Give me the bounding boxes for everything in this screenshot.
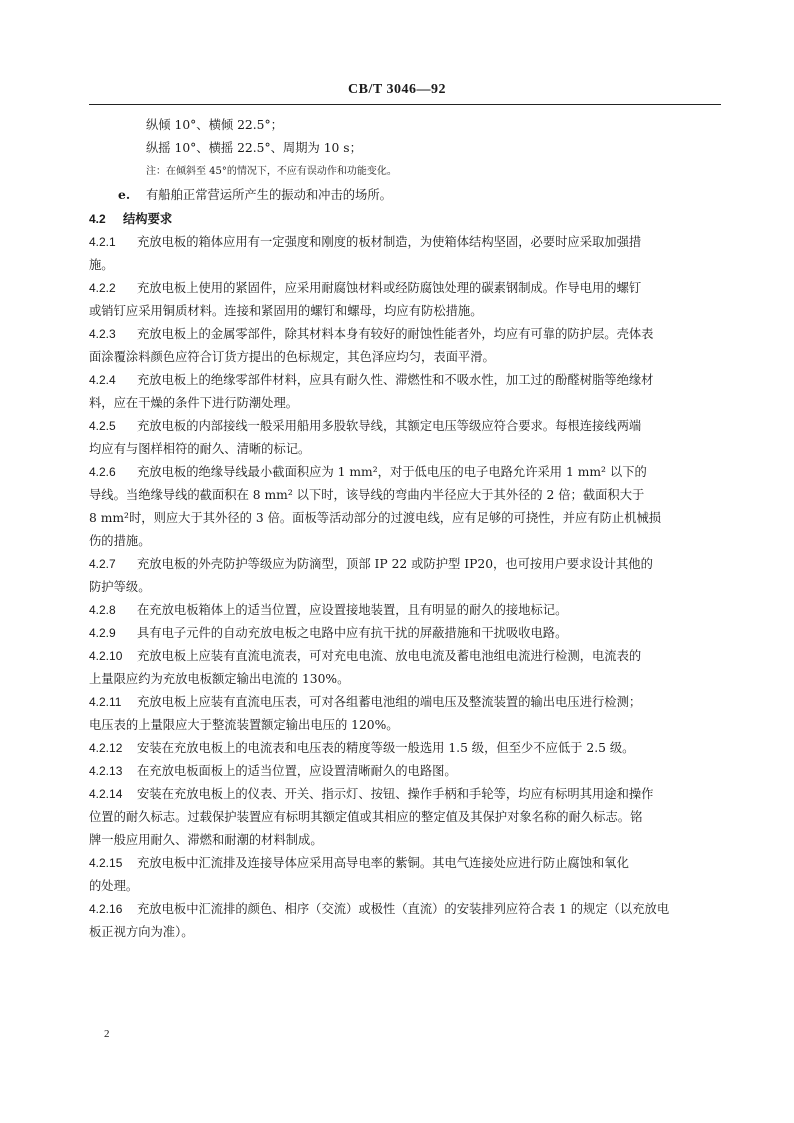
clause-paragraph xyxy=(89,553,721,599)
clause-text: 在充放电板箱体上的适当位置，应设置接地装置，且有明显的耐久的接地标记。 xyxy=(137,603,568,617)
clause-line xyxy=(89,691,721,714)
clause-number: 4.2.13 xyxy=(89,764,123,778)
clause-line xyxy=(89,346,721,369)
clause-number: 4.2.10 xyxy=(89,649,123,663)
condition-line: 纵摇 10°、横摇 22.5°、周期为 10 s； xyxy=(146,141,362,155)
clause-line xyxy=(89,277,721,300)
clause-number: 4.2.7 xyxy=(89,557,116,571)
clause-paragraph xyxy=(89,760,721,783)
clause-number: 4.2.5 xyxy=(89,419,116,433)
clause-text: 上量限应约为充放电板额定输出电流的 130%。 xyxy=(89,672,350,686)
page-number: 2 xyxy=(104,1028,110,1040)
clause-text: 安装在充放电板上的仪表、开关、指示灯、按钮、操作手柄和手轮等，均应有标明其用途和操作 xyxy=(137,787,654,801)
clause-text: 的处理。 xyxy=(89,879,139,893)
clause-text: 充放电板的箱体应用有一定强度和刚度的板材制造，为使箱体结构坚固，必要时应采取加强措 xyxy=(137,235,642,249)
clause-text: 板正视方向为准）。 xyxy=(89,925,194,939)
clause-list xyxy=(89,231,721,944)
condition-line: 纵倾 10°、横倾 22.5°； xyxy=(146,118,283,132)
clause-line xyxy=(89,852,721,875)
clause-line xyxy=(89,875,721,898)
clause-line xyxy=(89,415,721,438)
clause-line xyxy=(89,530,721,553)
clause-paragraph xyxy=(89,415,721,461)
clause-text: 充放电板上应装有直流电流表，可对充电电流、放电电流及蓄电池组电流进行检测，电流表的 xyxy=(137,649,642,663)
clause-number: 4.2.15 xyxy=(89,856,123,870)
clause-line xyxy=(89,484,721,507)
clause-paragraph xyxy=(89,645,721,691)
clause-number: 4.2.14 xyxy=(89,787,123,801)
clause-text: 料，应在干燥的条件下进行防潮处理。 xyxy=(89,396,299,410)
clause-line xyxy=(89,553,721,576)
clause-number: 4.2.3 xyxy=(89,327,116,341)
clause-line xyxy=(89,921,721,944)
clause-number: 4.2.9 xyxy=(89,626,116,640)
clause-line xyxy=(89,898,721,921)
clause-text: 具有电子元件的自动充放电板之电路中应有抗干扰的屏蔽措施和干扰吸收电路。 xyxy=(137,626,568,640)
clause-text: 伤的措施。 xyxy=(89,534,151,548)
clause-line xyxy=(89,507,721,530)
clause-number: 4.2.12 xyxy=(89,741,123,755)
section-title: 结构要求 xyxy=(123,211,173,226)
clause-number: 4.2.11 xyxy=(89,695,122,709)
clause-number: 4.2.2 xyxy=(89,281,116,295)
note-text: 注：在倾斜至 45°的情况下，不应有误动作和功能变化。 xyxy=(146,166,397,177)
section-heading xyxy=(89,207,721,231)
clause-line xyxy=(89,783,721,806)
clause-paragraph xyxy=(89,369,721,415)
clause-line xyxy=(89,599,721,622)
clause-line xyxy=(89,300,721,323)
clause-line xyxy=(89,622,721,645)
list-item-e xyxy=(89,183,721,207)
clause-line xyxy=(89,369,721,392)
clause-number: 4.2.8 xyxy=(89,603,116,617)
clause-line xyxy=(89,254,721,277)
clause-text: 充放电板上的绝缘零部件材料，应具有耐久性、滞燃性和不吸水性，加工过的酚醛树脂等绝缘材 xyxy=(137,373,654,387)
section-number: 4.2 xyxy=(89,212,106,226)
list-item-text: 有船舶正常营运所产生的振动和冲击的场所。 xyxy=(146,188,392,202)
clause-line xyxy=(89,668,721,691)
clause-line xyxy=(89,438,721,461)
clause-paragraph xyxy=(89,783,721,852)
clause-text: 8 mm²时，则应大于其外径的 3 倍。面板等活动部分的过渡电线，应有足够的可挠性，并应有防止机械损 xyxy=(89,511,662,525)
clause-line xyxy=(89,806,721,829)
clause-paragraph xyxy=(89,277,721,323)
clause-paragraph xyxy=(89,852,721,898)
list-item-label: e. xyxy=(118,187,131,202)
clause-paragraph xyxy=(89,737,721,760)
clause-paragraph xyxy=(89,898,721,944)
clause-line xyxy=(89,461,721,484)
clause-paragraph xyxy=(89,323,721,369)
clause-text: 在充放电板面板上的适当位置，应设置清晰耐久的电路图。 xyxy=(137,764,457,778)
document-header-code: CB/T 3046—92 xyxy=(348,82,446,97)
clause-text: 充放电板上使用的紧固件，应采用耐腐蚀材料或经防腐蚀处理的碳素钢制成。作导电用的螺钉 xyxy=(137,281,642,295)
clause-number: 4.2.1 xyxy=(89,235,116,249)
clause-text: 导线。当绝缘导线的截面积在 8 mm² 以下时，该导线的弯曲内半径应大于其外径的 2 倍；截面积大于 xyxy=(89,488,645,502)
clause-paragraph xyxy=(89,461,721,553)
clause-line xyxy=(89,323,721,346)
clause-line xyxy=(89,829,721,852)
clause-text: 充放电板的外壳防护等级应为防滴型，顶部 IP 22 或防护型 IP20，也可按用户要求设计其他的 xyxy=(137,557,653,571)
clause-paragraph xyxy=(89,622,721,645)
clause-text: 充放电板上应装有直流电压表，可对各组蓄电池组的端电压及整流装置的输出电压进行检测； xyxy=(137,695,642,709)
clause-text: 安装在充放电板上的电流表和电压表的精度等级一般选用 1.5 级，但至少不应低于 2.5 级。 xyxy=(137,741,635,755)
page-body xyxy=(89,114,721,944)
clause-line xyxy=(89,714,721,737)
clause-text: 充放电板上的金属零部件，除其材料本身有较好的耐蚀性能者外，均应有可靠的防护层。壳体表 xyxy=(137,327,654,341)
clause-line xyxy=(89,231,721,254)
clause-text: 或销钉应采用铜质材料。连接和紧固用的螺钉和螺母，均应有防松措施。 xyxy=(89,304,483,318)
clause-text: 充放电板的绝缘导线最小截面积应为 1 mm²，对于低电压的电子电路允许采用 1 mm² 以下的 xyxy=(137,465,647,479)
clause-number: 4.2.16 xyxy=(89,902,123,916)
clause-paragraph xyxy=(89,691,721,737)
clause-text: 充放电板中汇流排的颜色、相序（交流）或极性（直流）的安装排列应符合表 1 的规定（以充放电 xyxy=(137,902,670,916)
clause-line xyxy=(89,645,721,668)
clause-text: 充放电板中汇流排及连接导体应采用高导电率的紫铜。其电气连接处应进行防止腐蚀和氧化 xyxy=(137,856,629,870)
clause-paragraph xyxy=(89,231,721,277)
clause-text: 施。 xyxy=(89,258,114,272)
clause-text: 防护等级。 xyxy=(89,580,151,594)
clause-paragraph xyxy=(89,599,721,622)
clause-line xyxy=(89,760,721,783)
clause-text: 位置的耐久标志。过载保护装置应有标明其额定值或其相应的整定值及其保护对象名称的耐久标志。铭 xyxy=(89,810,643,824)
clause-text: 面涂覆涂料颜色应符合订货方提出的色标规定，其色泽应均匀，表面平滑。 xyxy=(89,350,495,364)
clause-line xyxy=(89,576,721,599)
clause-number: 4.2.4 xyxy=(89,373,116,387)
header-rule xyxy=(89,104,721,105)
clause-number: 4.2.6 xyxy=(89,465,116,479)
clause-text: 牌一般应用耐久、滞燃和耐潮的材料制成。 xyxy=(89,833,323,847)
clause-line xyxy=(89,737,721,760)
clause-text: 均应有与图样相符的耐久、清晰的标记。 xyxy=(89,442,311,456)
clause-line xyxy=(89,392,721,415)
clause-text: 充放电板的内部接线一般采用船用多股软导线，其额定电压等级应符合要求。每根连接线两端 xyxy=(137,419,642,433)
clause-text: 电压表的上量限应大于整流装置额定输出电压的 120%。 xyxy=(89,718,399,732)
